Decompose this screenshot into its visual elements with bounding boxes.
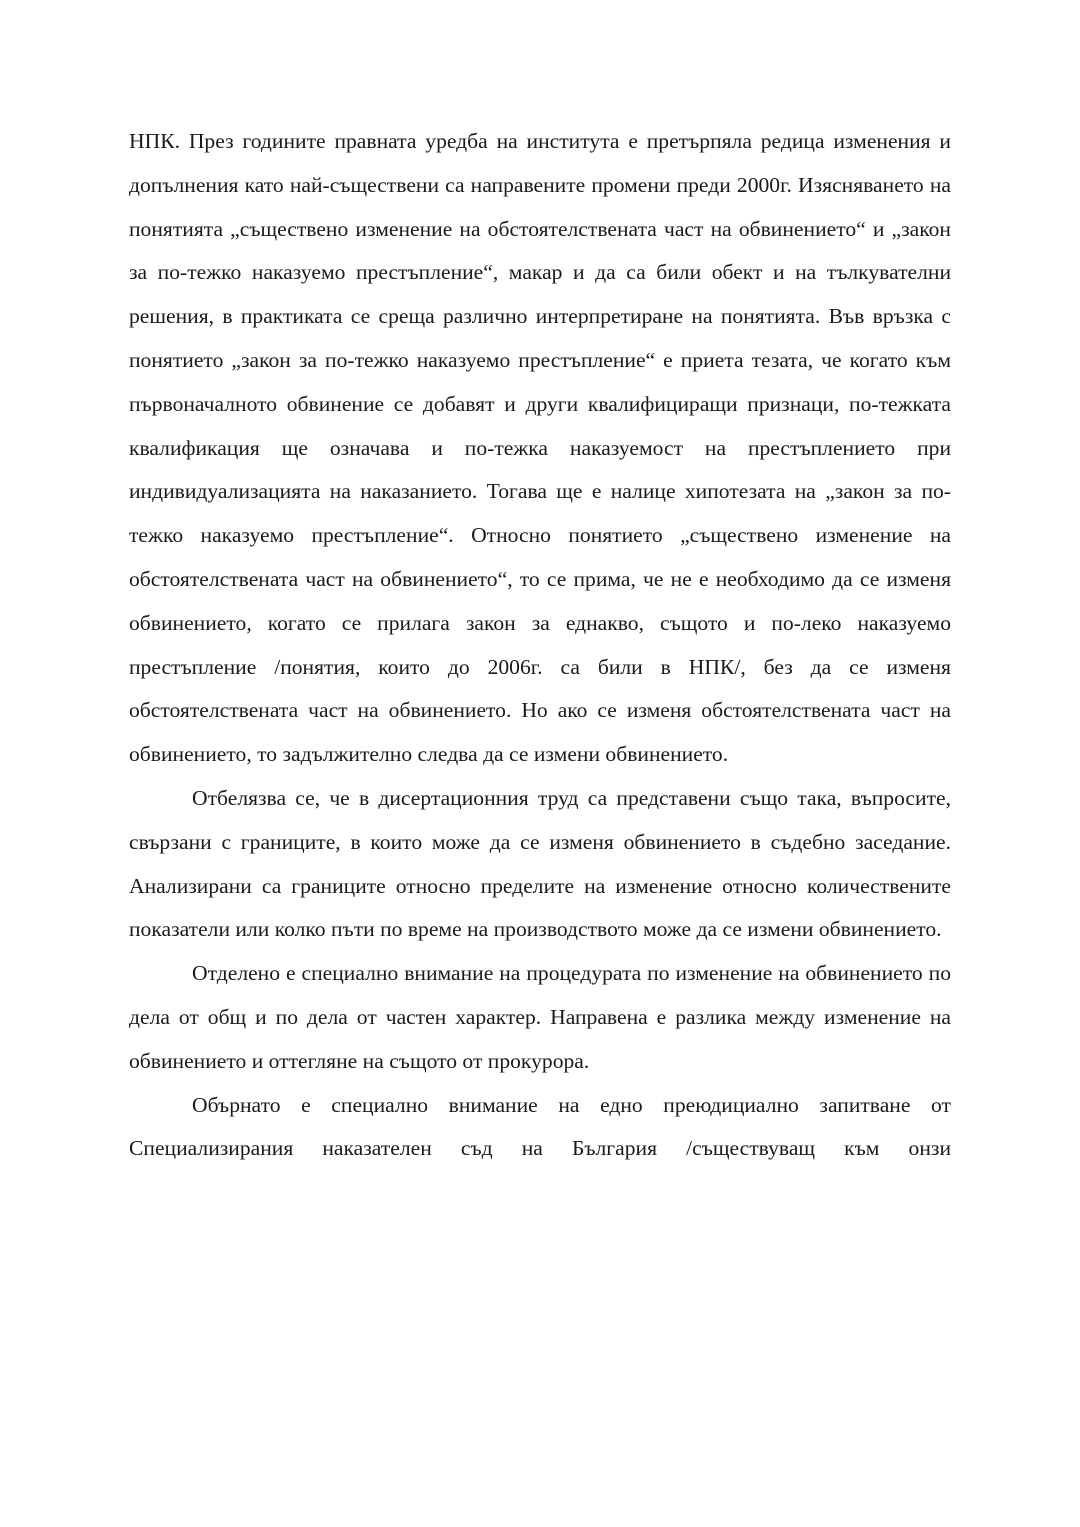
document-page	[129, 120, 951, 1171]
paragraph-3: Отделено е специално внимание на процедурата по изменение на обвинението по дела от общ и по дела от частен характер. Направена е разлика между изменение на обвинението и оттегляне на същото от прокурора.	[129, 961, 951, 1073]
paragraph-4: Обърнато е специално внимание на едно преюдициално запитване от Специализирания наказателен съд на България /съществуващ към онзи	[129, 1092, 951, 1161]
paragraph-1: НПК. През годините правната уредба на института е претърпяла редица изменения и допълнения като най-съществени са направените промени преди 2000г. Изясняването на понятията „съществено изменение на обстоятелствената част на обвинението“ и „закон за по-тежко наказуемо престъпление“, макар и да са били обект и на тълкувателни решения, в практиката се среща различно интерпретиране на понятията. Във връзка с понятието „закон за по-тежко наказуемо престъпление“ е приета тезата, че когато към първоначалното обвинение се добавят и други квалифициращи признаци, по-тежката квалификация ще означава и по-тежка наказуемост на престъплението при индивидуализацията на наказанието. Тогава ще е налице хипотезата на „закон за по-тежко наказуемо престъпление“. Относно понятието „съществено изменение на обстоятелствената част на обвинението“, то се прима, че не е необходимо да се изменя обвинението, когато се прилага закон за еднакво, същото и по-леко наказуемо престъпление /понятия, които до 2006г. са били в НПК/, без да се изменя обстоятелствената част на обвинението. Но ако се изменя обстоятелствената част на обвинението, то задължително следва да се измени обвинението.	[129, 129, 951, 767]
paragraph-2: Отбелязва се, че в дисертационния труд са представени също така, въпросите, свързани с границите, в които може да се изменя обвинението в съдебно заседание. Анализирани са границите относно пределите на изменение относно количествените показатели или колко пъти по време на производството може да се измени обвинението.	[129, 785, 951, 942]
